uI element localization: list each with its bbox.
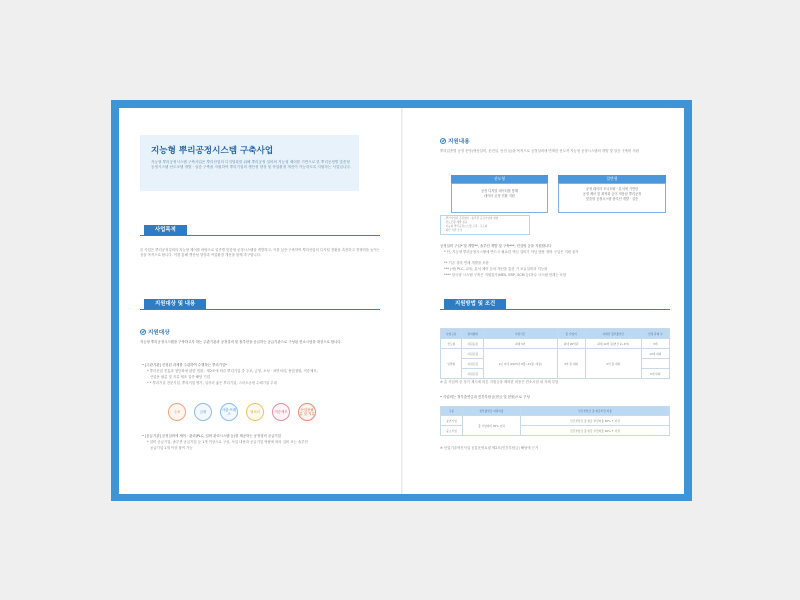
table-header: 사업구분	[441, 329, 462, 339]
table-cell: 1년 이내 (2023년 8월~11월, 예정)	[483, 349, 557, 379]
table-cell: 최대 10억 원(연간 2~4억)	[585, 339, 641, 349]
table-cell	[641, 359, 669, 369]
table2-title: • 사업비는 정부출연금과 민간부담금(현금 및 현물)으로 구성	[440, 395, 530, 399]
table-cell: 4억 원 내외	[557, 349, 585, 379]
support-footnote-1: * 단, 지능형 뿌리공정시스템에 반드시 필요한 핵심 설비가 아닌 범용 장비 구입은 지원 불가	[444, 250, 579, 254]
table-cell: 지원공정	[462, 349, 483, 359]
sub-heading-target	[140, 328, 170, 336]
circle-casting: 주조	[168, 403, 186, 421]
budget-ratio-table	[440, 406, 670, 436]
support-footnote-2: ** 기존 설비 연계 개발을 포함	[444, 261, 489, 265]
target-item-1: • [주관기관] 신청된 과제를 주관하여 수행하는 뿌리기업*	[142, 363, 227, 367]
table-row	[441, 416, 670, 426]
process-note-box	[440, 215, 530, 235]
section-method-header	[440, 299, 670, 310]
circle-additive: 적층제조	[272, 403, 290, 421]
box-line: 공정 데이터 모니터링 · 분석에 기반한	[585, 187, 639, 191]
table-cell: 지원공정	[462, 339, 483, 349]
circle-mold: 금형	[194, 403, 212, 421]
table-cell: 지원공정	[462, 369, 483, 379]
sub-heading-support	[440, 137, 470, 145]
table-cell: 총 사업비의 50% 이하	[463, 416, 521, 436]
table-cell: 민간부담금 총 현금 부담비율 50% ↑ 이상	[521, 416, 670, 426]
circle-injection-press: 사출·프레스	[220, 403, 238, 421]
table1-note: ※ 총 사업비 중 상기 제시에 따른 지원금을 제외한 비용은 컨소시엄 내 자체 부담	[440, 380, 559, 384]
title-intro: 지능형 뿌리공정시스템 구축사업은 뿌리산업의 디지털화를 위해 뿌리공정 설비의 지능형 제어를 기반으로 한 뿌리공정별 맞춤형 공정시스템 선도모델 개발 · 실증 구축을 지원하여 뿌리기업의 생산성 향상 및 작업환경 개선이 가능하도록 지원하는 사업입니다.	[151, 160, 351, 170]
support-conditions-table	[440, 328, 670, 379]
check-circle-icon	[440, 138, 446, 144]
table-header: 과제당 정부출연금	[585, 329, 641, 339]
table-header: 선정 과제 수	[641, 329, 669, 339]
table-cell: 2억 원 내외	[585, 349, 641, 379]
section-purpose-header	[140, 225, 380, 236]
right-page	[403, 108, 684, 494]
table-cell: 중소기업	[441, 426, 463, 436]
table-cell: 중견기업	[441, 416, 463, 426]
table-cell: 5개 내외	[641, 369, 669, 379]
section-label: 지원방법 및 조건	[444, 299, 506, 309]
box-header-general: 일반형	[558, 175, 666, 183]
target-item-2: • [공급기관] 공정설비에 제어 · 관리(PLC, 설비 관리시스템 등)를 제공하는 공정설비 공급기업	[142, 434, 281, 438]
table-header: 정부출연금 지원비율	[463, 407, 521, 416]
page-title: 지능형 뿌리공정시스템 구축사업	[151, 146, 274, 156]
table-header: 참여형태	[462, 329, 483, 339]
title-box	[140, 135, 359, 191]
note-line: · 뿌리기업과 공정설비 · 솔루션 공급기업의 협업	[444, 217, 499, 220]
sub-heading-text: 지원내용	[448, 139, 470, 145]
support-body: 뿌리업종별 공정 운영(생산설비, 운전실, 안전 등)을 목적으로 공정설비에 연계한 선도적 지능형 공정시스템의 개발 및 실증 구축비 지원	[440, 149, 639, 153]
circle-film-paper: 산업용필름 및 지류	[298, 403, 316, 421]
box-body-general	[558, 183, 666, 213]
target-item-1-note-3: * * 뿌리기술 전문기업, 뿌리기업 명가, 일자리 좋은 뿌리기업, 스마트공장 수혜기업 우대	[147, 381, 277, 385]
table-row	[441, 339, 670, 349]
check-circle-icon	[140, 329, 146, 335]
table-cell: 선도형	[441, 339, 462, 349]
section-label: 사업목적	[144, 225, 187, 235]
target-item-2-note-1: * 설비 공급기업, 솔루션 공급기업 등 1개 이상으로 구성, 사업 내용과 공급기업 역량에 따라 설비 또는 솔루션	[147, 440, 308, 444]
support-footnote-4: **** 한국형 시스템 구축은 지원불가(MES, ERP, SCM 등)하나 시스템 연계는 포함	[444, 273, 567, 277]
support-footnote-3: *** (예) PLC, 교육, 분석 제어 등의 개선을 통한 기 보유설비의 지능화	[444, 267, 548, 271]
left-page	[119, 108, 402, 494]
table-header-row	[441, 407, 670, 416]
box-body-leading	[451, 183, 548, 213]
box-line: 공정 제어 및 최적화 등이 적용된 뿌리공정	[582, 191, 642, 196]
target-item-1-note-2: 산업용 필름 및 지류 제조 업종 해당 기업	[150, 375, 210, 379]
table-cell: 최대 3년	[483, 339, 557, 349]
table-header: 사업기간	[483, 329, 557, 339]
purpose-body: 본 사업은 뿌리공정설비의 지능형 제어를 바탕으로 업종별 맞춤형 공정시스템을 개발하고, 이를 실증·구축하여 뿌리산업의 디지털 전환을 촉진하고 경쟁력을 높이는 것을 목적으로 합니다. 이를 통해 생산성 향상과 작업환경 개선을 함께 추구합니다.	[140, 248, 380, 258]
table-cell: 10개 내외	[641, 349, 669, 359]
table-header: 민간부담금 총 현금부담 비율	[521, 407, 670, 416]
table2-note: ※ 산업기술혁신사업 공통운영요령 제2조(민간부담금) 해당에 근거	[440, 446, 539, 450]
box-line: 공정 디지털 데이터를 통해	[481, 189, 518, 193]
target-lead: 지능형 뿌리공정시스템을 구축하고자 하는 주관기관과 공정설비 및 솔루션을 공급하는 공급기관으로 구성된 컨소시엄을 대상으로 합니다.	[140, 340, 342, 344]
box-header-leading: 선도형	[451, 175, 548, 183]
table-cell: 3개	[641, 339, 669, 349]
support-note: 공정설비 구입* 및 개발**, 솔루션 개발 및 구축***, 컨설팅 등을 지원합니다	[440, 244, 552, 248]
note-line: · 지능형 뿌리공정시스템 구축 · 고도화	[444, 225, 488, 228]
section-label: 지원대상 및 내용	[144, 299, 206, 309]
table-cell: 민간부담금 총 현금 부담비율 40% ↑ 이상	[521, 426, 670, 436]
table-header: 구분	[441, 407, 463, 416]
section-target-header	[140, 299, 380, 310]
table-header-row	[441, 329, 670, 339]
circle-heat-treatment: 열처리	[246, 403, 264, 421]
table-cell: 일반형	[441, 349, 462, 379]
table-row	[441, 349, 670, 359]
target-item-2-note-2: 공급기업 1개 이상 참여 가능	[150, 446, 193, 450]
sub-heading-text: 지원대상	[148, 330, 170, 336]
note-line: · 확산 기반 조성	[444, 229, 463, 232]
box-line: 맞춤형 공정시스템 솔루션 개발 · 실증	[585, 196, 639, 201]
box-line: 데이터 공정 전환 지원	[484, 193, 515, 198]
table-cell: 최대 20억원	[557, 339, 585, 349]
target-item-1-note-1: * 뿌리산업 진흥과 첨단화에 관한 법률」제2조에 따른 뿌리기업 중 주조, 금형, 소성 · 표면처리, 용접접합, 적층제조,	[147, 369, 318, 373]
brochure-spread	[119, 108, 684, 494]
table-header: 총 사업비	[557, 329, 585, 339]
table-cell: 지원공정	[462, 359, 483, 369]
note-line: · 선도모델 개발·실증	[444, 221, 468, 224]
